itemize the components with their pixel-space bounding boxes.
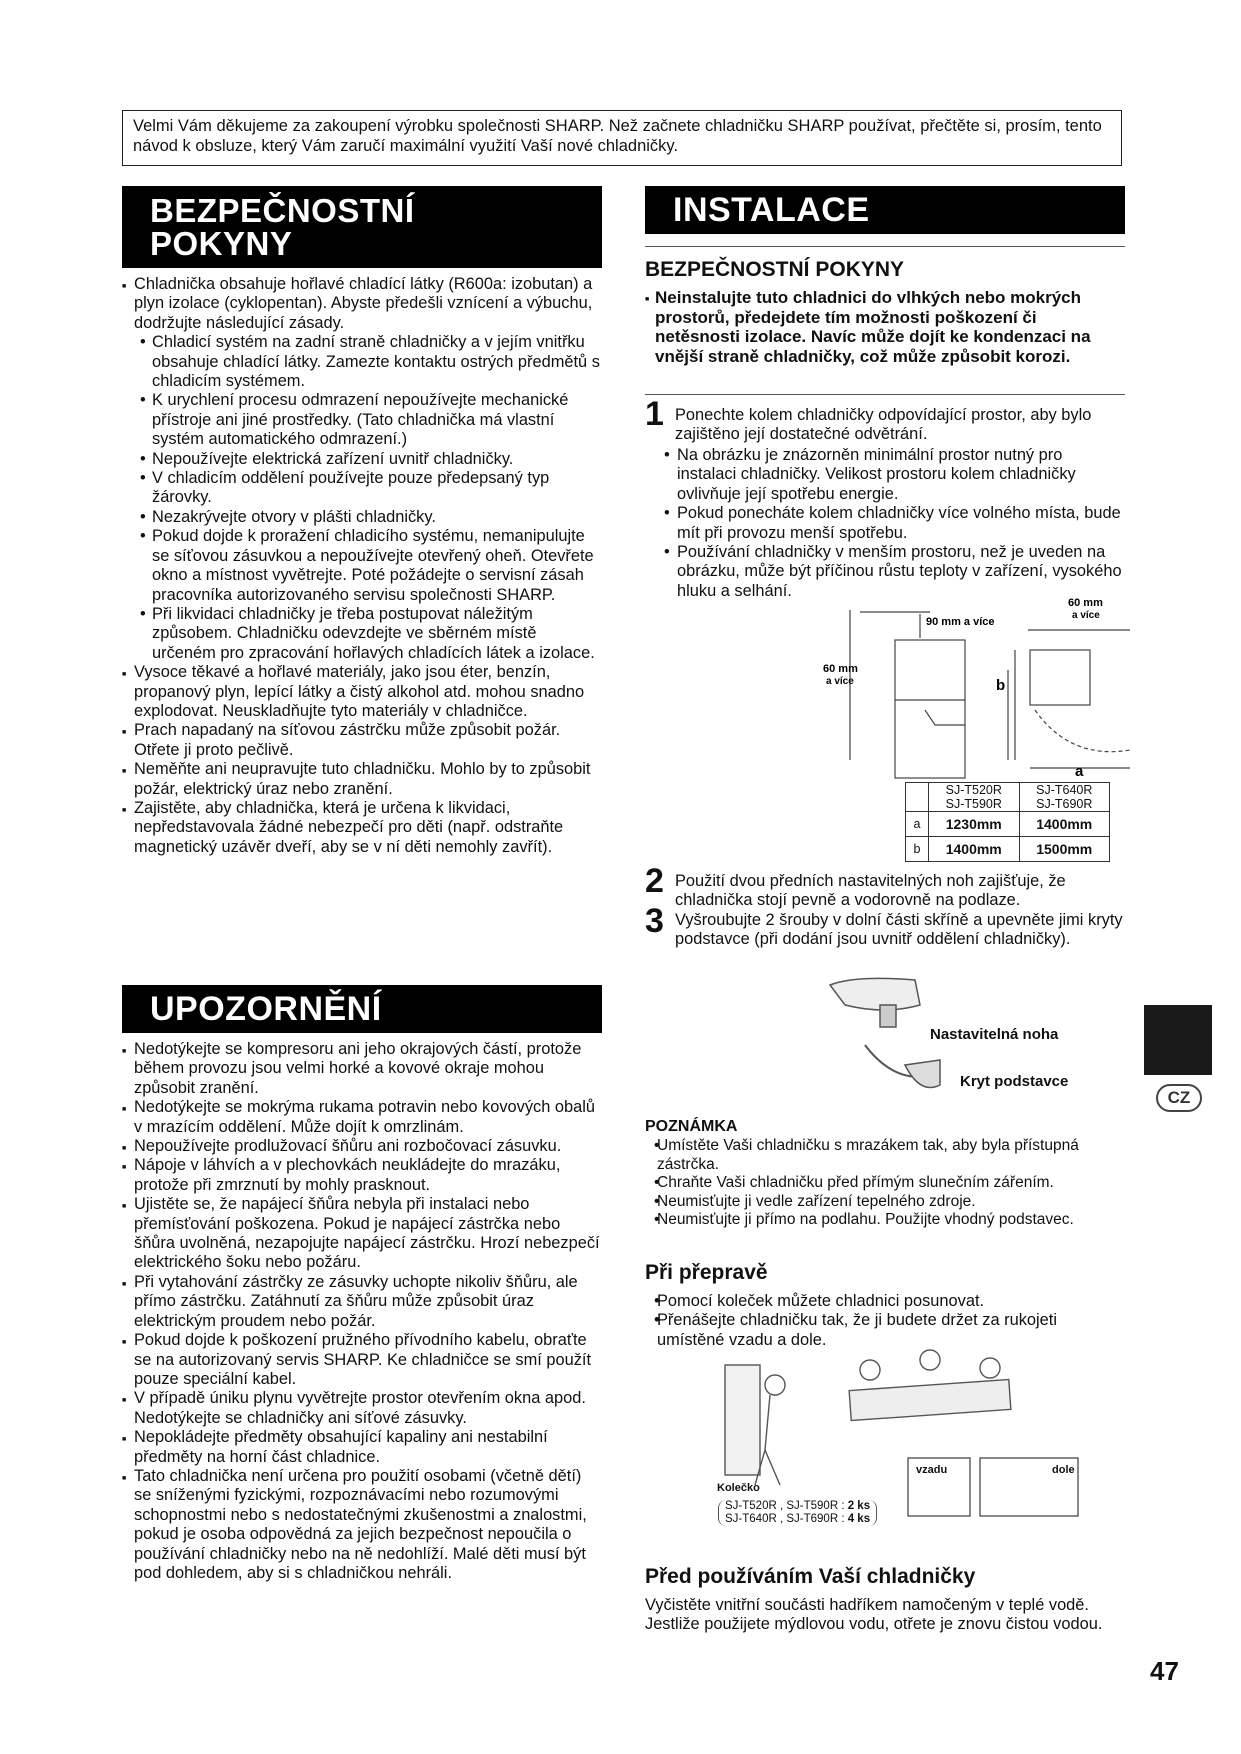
table-col1-a: SJ-T520R	[945, 783, 1002, 797]
install-warning: ■ Neinstalujte tuto chladnici do vlhkých nebo mokrých prostorů, předejdete tím možnosti poškození či netěsnosti izolace. Navíc může dojít ke kondenzaci na vnější straně chladničky, což může způsobit korozi.	[645, 288, 1125, 366]
caution-item: ■ V případě úniku plynu vyvětrejte prostor otevřením okna apod. Nedotýkejte se chladničky ani síťové zásuvky.	[122, 1389, 602, 1428]
page-number: 47	[1150, 1656, 1179, 1686]
note-item: • Chraňte Vaši chladničku před přímým slunečním zářením.	[645, 1174, 1135, 1193]
bottom-label: dole	[1052, 1464, 1075, 1476]
step3-number: 3	[645, 902, 664, 940]
transport-item: • Přenášejte chladničku tak, že ji budete držet za rukojeti umístěné vzadu a dole.	[645, 1311, 1125, 1350]
transport-list	[645, 1292, 1125, 1350]
caution-item: ■ Nápoje v láhvích a v plechovkách neukládejte do mrazáku, protože při zmrznutí by mohly prasknout.	[122, 1156, 602, 1195]
install-banner	[645, 186, 1125, 234]
caution-item: ■ Ujistěte se, že napájecí šňůra nebyla při instalaci nebo přemísťování poškozena. Pokud je napájecí zástrčka nebo šňůra uvolněná, nezapojujte napájecí zástrčku. Hrozí nebezpečí elektrického šoku nebo požáru.	[122, 1195, 602, 1273]
wheel-count-row-1	[725, 1500, 870, 1513]
table-col2	[1019, 783, 1110, 812]
note-list	[645, 1137, 1135, 1230]
fig-left-mm: 60 mm	[823, 663, 858, 675]
wheel-count-1: 2 ks	[847, 1500, 871, 1512]
caution-item: ■ Nepokládejte předměty obsahující kapaliny ani nestabilní předměty na horní část chladnice.	[122, 1428, 602, 1467]
safety-list	[122, 275, 602, 857]
table-col2-b: SJ-T690R	[1036, 797, 1093, 811]
note-item: • Neumisťujte ji přímo na podlahu. Použijte vhodný podstavec.	[645, 1211, 1135, 1230]
caution-title: UPOZORNĚNÍ	[150, 990, 382, 1028]
safety-item: ■ Vysoce těkavé a hořlavé materiály, jako jsou éter, benzín, propanový plyn, lepící látky a čistý alkohol atd. mohou snadno explodovat. Neuskladňujte tyto materiály v chladničce.	[122, 663, 602, 721]
step1-point: • Na obrázku je znázorněn minimální prostor nutný pro instalaci chladničky. Velikost prostoru kolem chladničky ovlivňuje její spotřebu energie.	[655, 446, 1125, 504]
adjustable-leg-shape	[880, 1005, 896, 1027]
caution-item: ■ Nepoužívejte prodlužovací šňůru ani rozbočovací zásuvku.	[122, 1137, 602, 1156]
clearance-diagram	[823, 597, 1140, 780]
fridge-front-outline	[895, 640, 965, 778]
fridge-base-shape	[830, 978, 920, 1010]
base-cover-shape	[905, 1060, 940, 1088]
step1-point: • Pokud ponecháte kolem chladničky více volného místa, bude mít při provozu menší spotřebu.	[655, 504, 1125, 543]
fig-top: 90 mm a více	[926, 616, 995, 628]
before-title: Před používáním Vaší chladničky	[645, 1565, 976, 1588]
table-col1	[929, 783, 1020, 812]
install-title: INSTALACE	[673, 191, 870, 229]
fig-right-more: a více	[1072, 610, 1100, 621]
safety-title: BEZPEČNOSTNÍ POKYNY	[150, 192, 415, 262]
caution-item: ■ Nedotýkejte se kompresoru ani jeho okrajových částí, protože během provozu jsou velmi horké a kovové okraje mohou způsobit zranění.	[122, 1040, 602, 1098]
wheel-models-1: SJ-T520R , SJ-T590R :	[725, 1500, 845, 1512]
caution-item: ■ Při vytahování zástrčky ze zásuvky uchopte nikoliv šňůru, ale přímo zástrčku. Zatáhnutí za šňůru může způsobit úraz elektrickým proudem nebo požár.	[122, 1273, 602, 1331]
row-a-label: a	[906, 812, 929, 837]
wheel-count-2: 4 ks	[847, 1513, 871, 1525]
safety-subitem: • Chladicí systém na zadní straně chladničky a v jejím vnitřku obsahuje chladící látky. Zamezte kontaktu ostrých předmětů s chladicím systémem.	[122, 333, 602, 391]
intro-box: Velmi Vám děkujeme za zakoupení výrobku společnosti SHARP. Než začnete chladničku SHARP používat, přečtěte si, prosím, tento návod k obsluze, který Vám zaručí maximální využití Vaší nové chladničky.	[122, 110, 1122, 166]
table-col1-b: SJ-T590R	[945, 797, 1002, 811]
step1-number: 1	[645, 395, 664, 433]
caution-item: ■ Tato chladnička není určena pro použití osobami (včetně dětí) se sníženými fyzickými, rozpoznávacími nebo rozumovými schopnostmi nebo s nedostatečnými zkušenostmi a znalostmi, pokud je osoba odpovědná za jejich bezpečnost nepoučila o používání chladničky nebo na ně nedohlíží. Malé děti musí být pod dohledem, aby si s chladničkou nehráli.	[122, 1467, 602, 1583]
before-text: Vyčistěte vnitřní součásti hadříkem namočeným v teplé vodě. Jestliže použijete mýdlovou vodu, otřete je znovu čistou vodou.	[645, 1596, 1103, 1634]
door-arc	[1035, 710, 1130, 752]
step1-point: • Používání chladničky v menším prostoru, než je uveden na obrázku, může být příčinou růstu teploty v zařízení, vysokého hluku a selhání.	[655, 543, 1125, 601]
safety-item: ■ Prach napadaný na síťovou zástrčku může způsobit požár. Otřete ji proto pečlivě.	[122, 721, 602, 760]
safety-banner	[122, 186, 602, 268]
safety-subitem: • K urychlení procesu odmrazení nepoužívejte mechanické přístroje ani jiné prostředky. (Tato chladnička má vlastní systém automatického odmrazení.)	[122, 391, 602, 449]
fig-b: b	[996, 677, 1006, 694]
dimension-table	[905, 782, 1110, 862]
step2-number: 2	[645, 862, 664, 900]
step2-text: Použití dvou předních nastavitelných noh zajišťuje, že chladnička stojí pevně a vodorovně na podlaze.	[675, 872, 1066, 910]
leg-illustration	[825, 975, 945, 1115]
caution-banner	[122, 985, 602, 1033]
fridge-top-outline	[1030, 650, 1090, 705]
fig-left-more: a více	[826, 676, 854, 687]
carrier2-head-shape	[920, 1350, 940, 1370]
wheel-count-row-2	[725, 1513, 870, 1526]
safety-subitem: • Při likvidaci chladničky je třeba postupovat náležitým způsobem. Chladničku odevzdejte ve sběrném místě určeném pro zpracování hořlavých chladících látek a izolace.	[122, 605, 602, 663]
install-rule	[645, 246, 1125, 247]
caution-item: ■ Nedotýkejte se mokrýma rukama potravin nebo kovových obalů v mrazícím oddělení. Může dojít k omrzlinám.	[122, 1098, 602, 1137]
transport-title: Při přepravě	[645, 1261, 768, 1284]
upright-fridge-shape	[725, 1365, 760, 1475]
wheel-count-box	[718, 1500, 877, 1526]
step1-points	[655, 446, 1125, 601]
b-value-2: 1500mm	[1019, 837, 1110, 862]
warning-rule	[645, 394, 1125, 395]
note-title: POZNÁMKA	[645, 1118, 738, 1135]
safety-subitem: • Nepoužívejte elektrická zařízení uvnitř chladničky.	[122, 450, 602, 469]
safety-item: ■ Chladnička obsahuje hořlavé chladící látky (R600a: izobutan) a plyn izolace (cyklopentan). Abyste předešli vznícení a výbuchu, dodržujte následující zásady.	[122, 275, 602, 333]
person-head-shape	[765, 1375, 785, 1395]
row-b-label: b	[906, 837, 929, 862]
cover-label: Kryt podstavce	[960, 1073, 1069, 1090]
language-badge: CZ	[1156, 1084, 1202, 1112]
leg-label: Nastavitelná noha	[930, 1026, 1059, 1043]
carrier3-head-shape	[980, 1358, 1000, 1378]
door-swing	[925, 710, 965, 725]
safety-item: ■ Zajistěte, aby chladnička, která je určena k likvidaci, nepředstavovala žádné nebezpečí pro děti (např. odstraňte magnetický uzávěr dveří, aby se v ní děti nemohly zavřít).	[122, 799, 602, 857]
fig-a: a	[1075, 763, 1084, 780]
wheel-label: Kolečko	[717, 1482, 760, 1494]
step3-text: Vyšroubujte 2 šrouby v dolní části skříně a upevněte jimi kryty podstavce (při dodání jsou uvnitř oddělení chladničky).	[675, 911, 1123, 949]
caution-list	[122, 1040, 602, 1583]
carrier1-head-shape	[860, 1360, 880, 1380]
safety-subitem: • Pokud dojde k proražení chladicího systému, nemanipulujte se síťovou zásuvkou a nepoužívejte otevřený oheň. Otevřete okno a místnost vyvětrejte. Poté požádejte o servisní zásah pracovníka autorizovaného servisu společnosti SHARP.	[122, 527, 602, 605]
step1-text: Ponechte kolem chladničky odpovídající prostor, aby bylo zajištěno její dostatečné odvětrání.	[675, 406, 1092, 444]
caution-item: ■ Pokud dojde k poškození pružného přívodního kabelu, obraťte se na autorizovaný servis SHARP. Ke chladničce se smí použít pouze speciální kabel.	[122, 1331, 602, 1389]
wheel-models-2: SJ-T640R , SJ-T690R :	[725, 1513, 845, 1525]
table-col2-a: SJ-T640R	[1036, 783, 1093, 797]
transport-item: • Pomocí koleček můžete chladnici posunovat.	[645, 1292, 1125, 1311]
lying-fridge-shape	[849, 1379, 1011, 1420]
safety-subitem: • Nezakrývejte otvory v plášti chladničky.	[122, 508, 602, 527]
a-value-2: 1400mm	[1019, 812, 1110, 837]
safety-subitem: • V chladicím oddělení používejte pouze předepsaný typ žárovky.	[122, 469, 602, 508]
b-value-1: 1400mm	[929, 837, 1020, 862]
install-subtitle: BEZPEČNOSTNÍ POKYNY	[645, 258, 905, 281]
back-label: vzadu	[916, 1464, 948, 1476]
note-item: • Neumisťujte ji vedle zařízení tepelného zdroje.	[645, 1193, 1135, 1212]
side-tab	[1144, 1005, 1212, 1075]
note-item: • Umístěte Vaši chladničku s mrazákem tak, aby byla přístupná zástrčka.	[645, 1137, 1135, 1174]
transport-illustration	[700, 1350, 1080, 1520]
safety-item: ■ Neměňte ani neupravujte tuto chladničku. Mohlo by to způsobit požár, elektrický úraz nebo zranění.	[122, 760, 602, 799]
a-value-1: 1230mm	[929, 812, 1020, 837]
fig-right-mm: 60 mm	[1068, 597, 1103, 609]
